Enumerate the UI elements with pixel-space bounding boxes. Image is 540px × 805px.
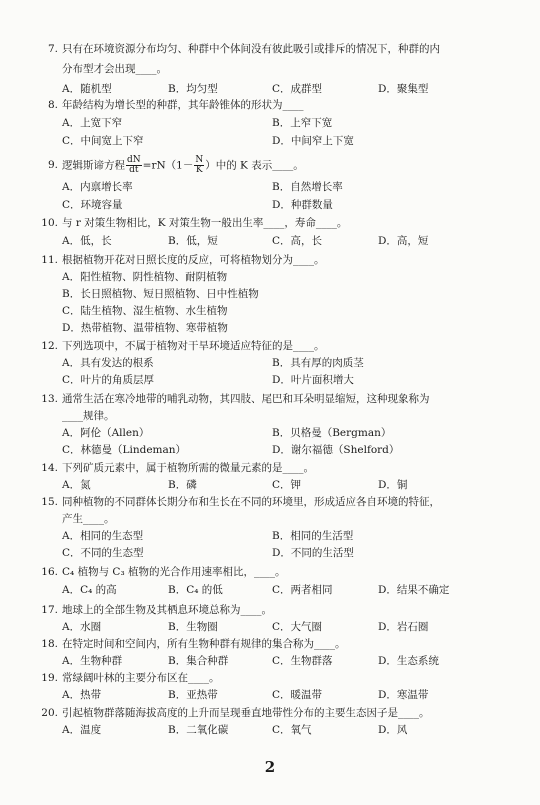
option-c[interactable]: C．林德曼（Lindeman） (62, 444, 187, 456)
option-d[interactable]: D．高，短 (378, 235, 429, 247)
question-stem: 与 r 对策生物相比，K 对策生物一般出生率____，寿命____。 (62, 217, 348, 229)
option-b[interactable]: B．相同的生活型 (272, 530, 354, 542)
option-b[interactable]: B．具有厚的肉质茎 (272, 357, 364, 369)
option-c[interactable]: C．叶片的角质层厚 (62, 374, 155, 386)
question-number: 15. (41, 496, 58, 508)
question-number: 11. (41, 254, 58, 266)
question-number: 8. (47, 99, 58, 111)
question-stem (62, 156, 304, 175)
option-d[interactable]: D．谢尔福德（Shelford） (272, 444, 400, 456)
question-stem: 产生____。 (62, 513, 115, 525)
option-d[interactable]: D．聚集型 (378, 83, 429, 95)
option-d[interactable]: D．叶片面积增大 (272, 374, 354, 386)
option-d[interactable]: D．寒温带 (378, 689, 429, 701)
question-number: 9. (47, 159, 58, 171)
option-a[interactable]: A．内禀增长率 (62, 181, 133, 193)
question-stem: 通常生活在寒冷地带的哺乳动物，其四肢、尾巴和耳朵明显缩短，这种现象称为 (62, 393, 430, 405)
fraction-denominator: dt (129, 165, 139, 175)
option-c[interactable]: C．高，长 (272, 235, 323, 247)
option-c[interactable]: C．两者相同 (272, 584, 333, 596)
option-d[interactable]: D．风 (378, 724, 408, 736)
fraction-numerator: N (195, 155, 204, 165)
question-stem: 只有在环境资源分布均匀、种群中个体间没有彼此吸引或排斥的情况下，种群的内 (62, 43, 440, 55)
option-d[interactable]: D．中间窄上下宽 (272, 135, 354, 147)
question-stem: 分布型才会出现____。 (62, 63, 167, 75)
option-a[interactable]: A．C₄ 的高 (62, 584, 117, 596)
option-b[interactable]: B．磷 (168, 479, 197, 491)
option-d[interactable]: D．种群数量 (272, 199, 333, 211)
question-number: 13. (41, 393, 58, 405)
question-stem: 根据植物开花对日照长度的反应，可将植物划分为____。 (62, 254, 325, 266)
option-b[interactable]: B．长日照植物、短日照植物、日中性植物 (62, 288, 259, 300)
option-a[interactable]: A．上宽下窄 (62, 117, 123, 129)
option-c[interactable]: C．氧气 (272, 724, 312, 736)
option-c[interactable]: C．生物群落 (272, 655, 333, 667)
option-a[interactable]: A．低，长 (62, 235, 112, 247)
question-stem: 下列矿质元素中，属于植物所需的微量元素的是____。 (62, 462, 314, 474)
option-d[interactable]: D．不同的生活型 (272, 547, 354, 559)
option-b[interactable]: B．亚热带 (168, 689, 218, 701)
option-a[interactable]: A．随机型 (62, 83, 112, 95)
option-a[interactable]: A．阿伦（Allen） (62, 427, 150, 439)
question-stem: 地球上的全部生物及其栖息环境总称为____。 (62, 604, 272, 616)
ratio-fraction (194, 156, 204, 175)
question-stem: 在特定时间和空间内，所有生物种群有规律的集合称为____。 (62, 638, 346, 650)
option-d[interactable]: D．铜 (378, 479, 408, 491)
option-c[interactable]: C．中间宽上下窄 (62, 135, 144, 147)
option-a[interactable]: A．水圈 (62, 621, 102, 633)
stem-text: 逻辑斯谛方程 (62, 159, 125, 172)
option-b[interactable]: B．贝格曼（Bergman） (272, 427, 392, 439)
question-number: 18. (41, 638, 58, 650)
question-stem: 同种植物的不同群体长期分布和生长在不同的环境里，形成适应各自环境的特征， (62, 496, 440, 508)
question-stem: 引起植物群落随海拔高度的上升而呈现垂直地带性分布的主要生态因子是____。 (62, 707, 430, 719)
option-b[interactable]: B．自然增长率 (272, 181, 343, 193)
option-c[interactable]: C．不同的生态型 (62, 547, 144, 559)
option-b[interactable]: B．低，短 (168, 235, 218, 247)
stem-text: ）中的 K 表示____。 (205, 159, 304, 172)
option-b[interactable]: B．C₄ 的低 (168, 584, 223, 596)
fraction-denominator: K (195, 165, 203, 175)
question-number: 16. (41, 566, 58, 578)
option-c[interactable]: C．成群型 (272, 83, 323, 95)
option-a[interactable]: A．具有发达的根系 (62, 357, 154, 369)
question-number: 12. (41, 340, 58, 352)
option-b[interactable]: B．生物圈 (168, 621, 218, 633)
question-stem: 下列选项中，不属于植物对干旱环境适应特征的是____。 (62, 340, 325, 352)
question-number: 19. (41, 672, 58, 684)
question-number: 10. (41, 217, 58, 229)
page-number: 2 (264, 758, 276, 776)
option-c[interactable]: C．暖温带 (272, 689, 323, 701)
option-d[interactable]: D．岩石圈 (378, 621, 429, 633)
option-b[interactable]: B．上窄下宽 (272, 117, 333, 129)
option-c[interactable]: C．钾 (272, 479, 302, 491)
question-stem: 年龄结构为增长型的种群，其年龄锥体的形状为____ (62, 99, 304, 111)
option-a[interactable]: A．温度 (62, 724, 102, 736)
question-number: 17. (41, 604, 58, 616)
option-b[interactable]: B．二氧化碳 (168, 724, 229, 736)
option-b[interactable]: B．集合种群 (168, 655, 229, 667)
fraction-numerator: dN (127, 155, 141, 165)
option-d[interactable]: D．结果不确定 (378, 584, 450, 596)
option-c[interactable]: C．大气圈 (272, 621, 323, 633)
question-number: 14. (41, 462, 58, 474)
option-a[interactable]: A．阳性植物、阴性植物、耐阴植物 (62, 271, 228, 283)
question-number: 7. (47, 43, 58, 55)
option-c[interactable]: C．环境容量 (62, 199, 123, 211)
option-d[interactable]: D．热带植物、温带植物、寒带植物 (62, 322, 228, 334)
question-stem: 常绿阔叶林的主要分布区在____。 (62, 672, 220, 684)
derivative-fraction (126, 156, 142, 175)
option-a[interactable]: A．生物种群 (62, 655, 123, 667)
option-c[interactable]: C．陆生植物、湿生植物、水生植物 (62, 305, 228, 317)
question-stem: ____规律。 (62, 410, 115, 422)
question-number: 20. (41, 707, 58, 719)
option-a[interactable]: A．热带 (62, 689, 102, 701)
option-d[interactable]: D．生态系统 (378, 655, 439, 667)
stem-text: =rN（1－ (142, 159, 194, 172)
option-a[interactable]: A．氮 (62, 479, 91, 491)
option-a[interactable]: A．相同的生态型 (62, 530, 144, 542)
option-b[interactable]: B．均匀型 (168, 83, 218, 95)
question-stem: C₄ 植物与 C₃ 植物的光合作用速率相比，____。 (62, 566, 286, 578)
